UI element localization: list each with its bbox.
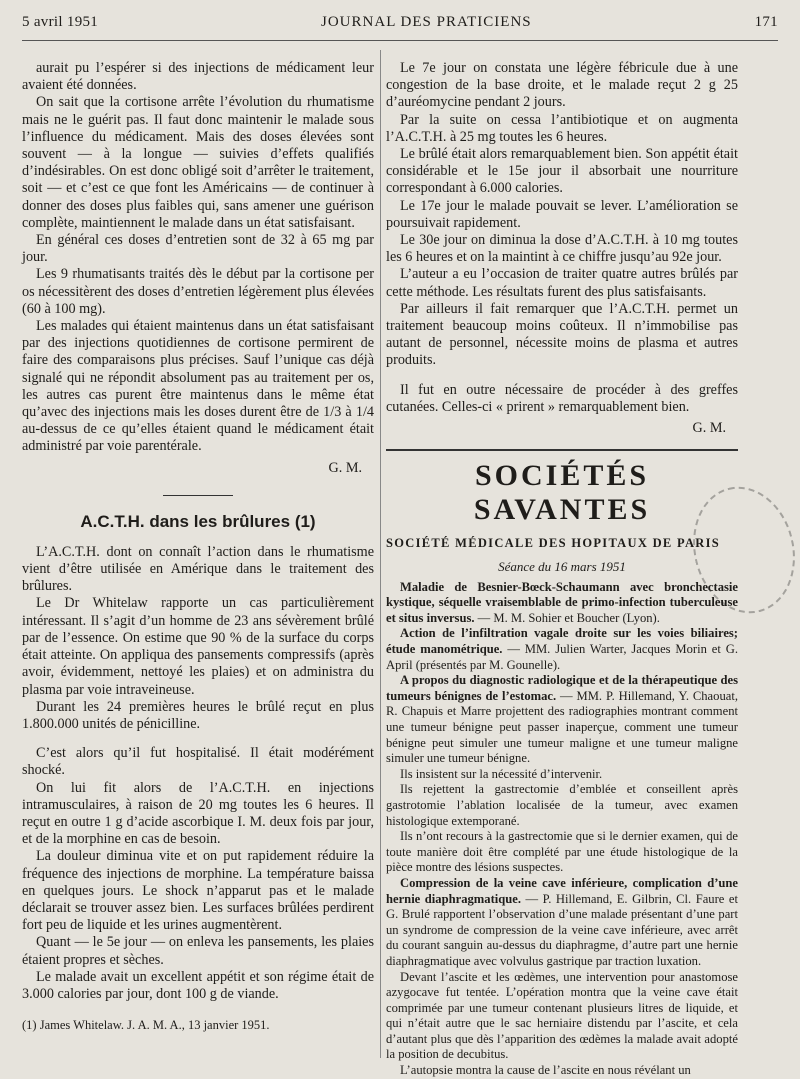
- body-paragraph: La douleur diminua vite et on put rapidement réduire la fréquence des injections de morphine. La température baissa en quelques jours. Le shock n’apparut pas et le malade déclarait se trouver assez bien. Les surfaces brûlées perdirent fort peu de liquide et les urines augmentèrent.: [22, 848, 374, 934]
- footnote: (1) James Whitelaw. J. A. M. A., 13 janvier 1951.: [22, 1018, 270, 1033]
- communication-text: — M. M. Sohier et Boucher (Lyon).: [474, 610, 660, 625]
- section-title: SOCIÉTÉS SAVANTES: [473, 459, 651, 527]
- body-paragraph: En général ces doses d’entretien sont de 32 à 65 mg par jour.: [22, 232, 374, 266]
- communication-title: Maladie de Besnier-Bœck-Schaumann avec bronchectasie kystique, séquelle vraisemblable de primo-infection tuberculeuse et situs inversus.: [386, 579, 738, 625]
- communications-list: [386, 580, 738, 1079]
- body-paragraph: Par ailleurs il fait remarquer que l’A.C.T.H. permet un traitement beaucoup moins coûteux. Il n’immobilise pas autant de personnel, nécessite moins de plasma et autres produits.: [386, 300, 738, 369]
- communication-title: A propos du diagnostic radiologique et de la thérapeutique des tumeurs bénignes de l’estomac.: [386, 673, 738, 703]
- body-paragraph: C’est alors qu’il fut hospitalisé. Il était modérément shocké.: [22, 745, 374, 779]
- author-signature: G. M.: [328, 459, 362, 476]
- body-paragraph: Le 30e jour on diminua la dose d’A.C.T.H. à 10 mg toutes les 6 heures et on la maintint à ce chiffre jusqu’au 92e jour.: [386, 232, 738, 266]
- page-number: 171: [754, 14, 778, 30]
- communication-text: Ils n’ont recours à la gastrectomie que si le dernier examen, qui de toute manière doit être complété par une étude histologique de la pièce montre des lésions suspectes.: [386, 829, 738, 875]
- column-divider: [380, 50, 381, 1058]
- paragraph-gap: [22, 733, 374, 745]
- article-title: A.C.T.H. dans les brûlures (1): [80, 511, 316, 531]
- left-column: [22, 60, 374, 1034]
- running-head: [22, 14, 778, 38]
- journal-title: JOURNAL DES PRATICIENS: [321, 14, 532, 30]
- communication-entry: [386, 829, 738, 876]
- body-paragraph: Durant les 24 premières heures le brûlé reçut en plus 1.800.000 unités de pénicilline.: [22, 698, 374, 732]
- communication-text: Ils rejettent la gastrectomie d’emblée et conseillent après gastrotomie l’ablation localisée de la tumeur, avec examen histologique extemporané.: [386, 782, 738, 828]
- communication-text: L’autopsie montra la cause de l’ascite en nous révélant un: [400, 1063, 691, 1078]
- separator-rule: [163, 495, 233, 496]
- body-paragraph: Quant — le 5e jour — on enleva les pansements, les plaies étaient propres et sèches.: [22, 934, 374, 968]
- communication-text: Devant l’ascite et les œdèmes, une intervention pour anastomose azygocave fut tentée. L’opération montra que la veine cave était comprimée par une tumeur contenant plusieurs litres de liquide, et qui n’était autre que le sac herniaire distendu par l’ascite, et cela d’autant plus que dès l’apparition des œdèmes la malade avait adopté la position de decubitus.: [386, 969, 738, 1062]
- body-paragraph: Le brûlé était alors remarquablement bien. Son appétit était considérable et le 15e jour il absorbait une nourriture correspondant à 6.000 calories.: [386, 146, 738, 197]
- header-rule: [22, 40, 778, 41]
- communication-text: — P. Hillemand, E. Gilbrin, Cl. Faure et G. Brulé rapportent l’observation d’une malade présentant d’une part un syndrome de compression de la veine cave inférieure, avec arrêt du courant sanguin au-dessus du diaphragme, d’autre part une hernie diaphragmatique avec volvulus gastrique par traction luxation.: [386, 891, 738, 968]
- right-column: [386, 60, 738, 1079]
- body-paragraph: Il fut en outre nécessaire de procéder à des greffes cutanées. Celles-ci « prirent » remarquablement bien.: [386, 381, 738, 415]
- body-paragraph: Le 7e jour on constata une légère fébricule due à une congestion de la base droite, et le malade reçut 2 g 25 d’auréomycine pendant 2 jours.: [386, 60, 738, 111]
- body-paragraph: Le 17e jour le malade pouvait se lever. L’amélioration se poursuivait rapidement.: [386, 197, 738, 231]
- communication-text: Ils insistent sur la nécessité d’intervenir.: [400, 766, 603, 781]
- section-rule: [386, 449, 738, 451]
- body-paragraph: On lui fit alors de l’A.C.T.H. en injections intramusculaires, à raison de 20 mg toutes les 6 heures. Il reçut en outre 1 g d’acide ascorbique I. M. deux fois par jour, et de la morphine en cas de besoin.: [22, 779, 374, 848]
- paragraph-gap: [386, 370, 738, 382]
- body-paragraph: aurait pu l’espérer si des injections de médicament leur avaient été données.: [22, 60, 374, 94]
- communication-title: Compression de la veine cave inférieure, complication d’une hernie diaphragmatique.: [386, 875, 738, 906]
- communication-text: — MM. P. Hillemand, Y. Chaouat, R. Chapuis et Marre projettent des radiographies montrant comment une tumeur bénigne peut passer inaperçue, comment une tumeur bénigne peut simuler une tumeur maligne et une tumeur maligne simuler une tumeur bénigne.: [386, 688, 738, 766]
- body-paragraph: Les malades qui étaient maintenus dans un état satisfaisant par des injections quotidiennes de cortisone permirent de faire des comparaisons plus précises. Sauf l’unique cas déjà signalé qui ne répondit absolument pas au traitement per os, les autres cas purent être maintenus dans le même état qu’avec des injections mais les doses durent être de 1/3 à 1/4 au-dessus de ce qu’elles étaient quand le médicament était administré par voie parentérale.: [22, 318, 374, 455]
- body-paragraph: L’auteur a eu l’occasion de traiter quatre autres brûlés par cette méthode. Les résultats furent des plus satisfaisants.: [386, 266, 738, 300]
- communication-text: — MM. Julien Warter, Jacques Morin et G. April (présentés par M. Gounelle).: [386, 642, 738, 672]
- body-paragraph: Par la suite on cessa l’antibiotique et on augmenta l’A.C.T.H. à 25 mg toutes les 6 heures.: [386, 111, 738, 145]
- body-paragraph: Les 9 rhumatisants traités dès le début par la cortisone per os nécessitèrent des doses d’entretien légèrement plus élevées (60 à 100 mg).: [22, 266, 374, 317]
- communication-entry: [386, 876, 738, 970]
- communication-entry: [386, 782, 738, 829]
- body-paragraph: L’A.C.T.H. dont on connaît l’action dans le rhumatisme vient d’être utilisée en Amérique dans le traitement des brûlures.: [22, 543, 374, 595]
- communication-entry: [386, 970, 738, 1064]
- author-signature: G. M.: [692, 420, 726, 437]
- header-date: 5 avril 1951: [22, 14, 99, 30]
- communication-entry: [386, 580, 738, 627]
- communication-entry: [386, 626, 738, 673]
- society-name: SOCIÉTÉ MÉDICALE DES HOPITAUX DE PARIS: [386, 536, 721, 551]
- session-date: Séance du 16 mars 1951: [498, 559, 626, 575]
- communication-entry: [386, 673, 738, 767]
- communication-title: Action de l’infiltration vagale droite sur les voies biliaires; étude manométrique.: [386, 626, 738, 657]
- communication-entry: [386, 767, 738, 783]
- body-paragraph: Le Dr Whitelaw rapporte un cas particulièrement intéressant. Il s’agit d’un homme de 23 ans sévèrement brûlé par de l’essence. On estime que 90 % de la surface du corps était atteinte. On appliqua des pansements compressifs (après avoir, évidemment, nettoyé les plaies) et on administra du plasma par voie intraveineuse.: [22, 595, 374, 698]
- body-paragraph: On sait que la cortisone arrête l’évolution du rhumatisme mais ne le guérit pas. Il faut donc maintenir le malade sous l’influence du médicament. Mais des doses élevées sont souvent — à la longue — suivies d’effets qualifiés d’indésirables. On est donc obligé soit d’arrêter le traitement, soit — et c’est ce que font les Américains — de continuer à donner des doses plus faibles qui, sans amener une guérison complète, maintiennent le malade dans un état satisfaisant.: [22, 94, 374, 231]
- communication-entry: [386, 1063, 738, 1079]
- body-paragraph: Le malade avait un excellent appétit et son régime était de 3.000 calories par jour, dont 100 g de viande.: [22, 968, 374, 1002]
